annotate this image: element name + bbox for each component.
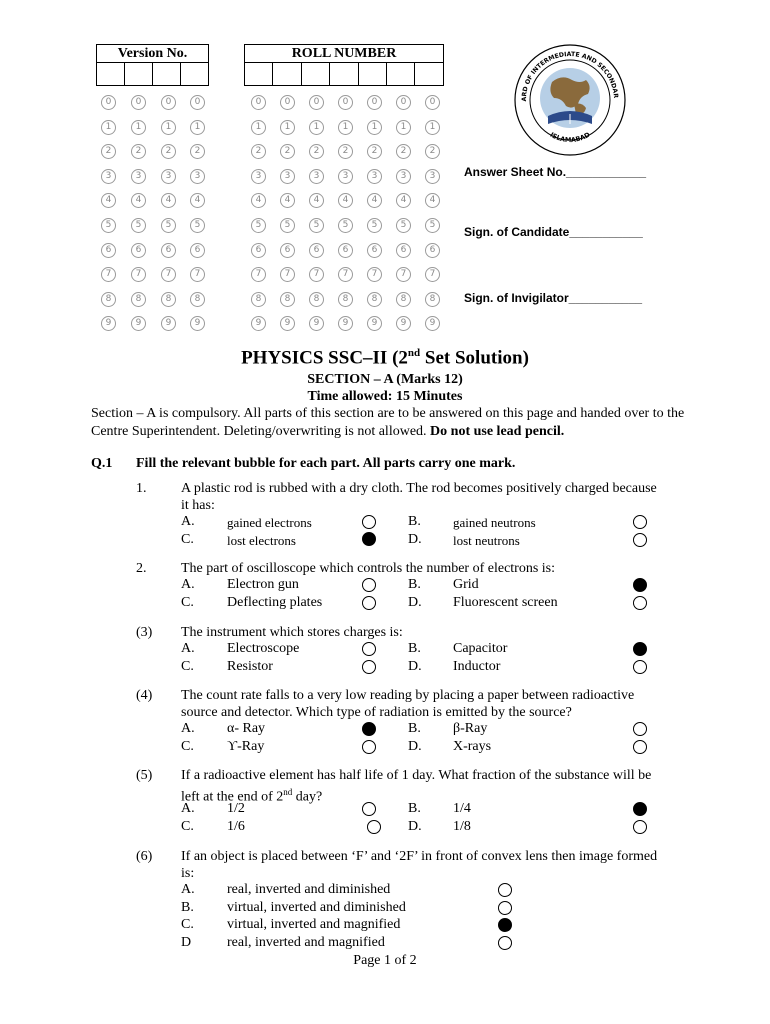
roll-digit-cell[interactable]	[273, 63, 301, 86]
answer-bubble-a[interactable]	[362, 642, 376, 656]
part-number: (3)	[136, 625, 153, 640]
digit-bubble[interactable]: 7	[101, 267, 116, 282]
digit-bubble[interactable]: 6	[190, 243, 205, 258]
version-digit-cell[interactable]	[181, 63, 209, 86]
signature-of-candidate: Sign. of Candidate___________	[464, 225, 643, 239]
option-text: Deflecting plates	[227, 595, 323, 610]
option-text: virtual, inverted and magnified	[227, 917, 401, 932]
board-logo	[512, 42, 628, 158]
digit-bubble[interactable]: 3	[396, 169, 411, 184]
digit-bubble[interactable]: 1	[101, 120, 116, 135]
option-letter: C.	[181, 659, 194, 674]
digit-bubble[interactable]: 5	[131, 218, 146, 233]
digit-bubble[interactable]: 1	[251, 120, 266, 135]
digit-bubble[interactable]: 0	[280, 95, 295, 110]
version-digit-cell[interactable]	[125, 63, 153, 86]
digit-bubble[interactable]: 6	[101, 243, 116, 258]
digit-bubble[interactable]: 2	[309, 144, 324, 159]
digit-bubble[interactable]: 4	[190, 193, 205, 208]
digit-bubble[interactable]: 2	[161, 144, 176, 159]
digit-bubble[interactable]: 7	[309, 267, 324, 282]
roll-digit-cell[interactable]	[301, 63, 329, 86]
version-label: Version No.	[97, 45, 209, 63]
digit-bubble[interactable]: 0	[101, 95, 116, 110]
digit-bubble[interactable]: 3	[338, 169, 353, 184]
digit-bubble[interactable]: 8	[161, 292, 176, 307]
digit-bubble[interactable]: 3	[309, 169, 324, 184]
digit-bubble[interactable]: 2	[131, 144, 146, 159]
option-text: real, inverted and diminished	[227, 882, 391, 897]
digit-bubble[interactable]: 8	[251, 292, 266, 307]
digit-bubble[interactable]: 0	[425, 95, 440, 110]
option-letter: C.	[181, 595, 194, 610]
option-letter: D.	[408, 739, 422, 754]
version-digit-cell[interactable]	[97, 63, 125, 86]
digit-bubble[interactable]: 7	[425, 267, 440, 282]
digit-bubble[interactable]: 5	[338, 218, 353, 233]
answer-bubble-d[interactable]	[633, 820, 647, 834]
part-number: (4)	[136, 688, 153, 703]
option-text: α- Ray	[227, 721, 266, 736]
option-letter: C.	[181, 739, 194, 754]
option-text: Capacitor	[453, 641, 508, 656]
digit-bubble[interactable]: 6	[338, 243, 353, 258]
answer-bubble-b[interactable]	[633, 642, 647, 656]
option-letter: A.	[181, 882, 195, 897]
option-text: Resistor	[227, 659, 273, 674]
digit-bubble[interactable]: 1	[425, 120, 440, 135]
option-text: Electron gun	[227, 577, 299, 592]
answer-bubble-d[interactable]	[498, 936, 512, 950]
digit-bubble[interactable]: 0	[161, 95, 176, 110]
answer-bubble-a[interactable]	[362, 578, 376, 592]
digit-bubble[interactable]: 1	[309, 120, 324, 135]
digit-bubble[interactable]: 0	[251, 95, 266, 110]
answer-bubble-d[interactable]	[633, 596, 647, 610]
digit-bubble[interactable]: 4	[161, 193, 176, 208]
page-number: Page 1 of 2	[353, 953, 417, 968]
option-letter: D.	[408, 532, 422, 547]
digit-bubble[interactable]: 9	[280, 316, 295, 331]
digit-bubble[interactable]: 7	[190, 267, 205, 282]
option-letter: B.	[181, 900, 194, 915]
option-letter: B.	[408, 801, 421, 816]
digit-bubble[interactable]: 5	[425, 218, 440, 233]
digit-bubble[interactable]: 5	[251, 218, 266, 233]
option-letter: B.	[408, 577, 421, 592]
answer-bubble-b[interactable]	[633, 722, 647, 736]
digit-bubble[interactable]: 6	[396, 243, 411, 258]
digit-bubble[interactable]: 4	[338, 193, 353, 208]
question-title: Fill the relevant bubble for each part. All parts carry one mark.	[136, 456, 516, 471]
time-allowed: Time allowed: 15 Minutes	[307, 389, 463, 404]
digit-bubble[interactable]: 3	[131, 169, 146, 184]
roll-digit-cell[interactable]	[330, 63, 358, 86]
svg-text:ISLAMABAD	[549, 130, 592, 144]
digit-bubble[interactable]: 7	[396, 267, 411, 282]
option-letter: C.	[181, 532, 194, 547]
answer-bubble-d[interactable]	[633, 660, 647, 674]
option-text: Electroscope	[227, 641, 300, 656]
digit-bubble[interactable]: 4	[396, 193, 411, 208]
digit-bubble[interactable]: 6	[309, 243, 324, 258]
digit-bubble[interactable]: 5	[396, 218, 411, 233]
digit-bubble[interactable]: 5	[367, 218, 382, 233]
section-heading: SECTION – A (Marks 12)	[307, 372, 463, 387]
digit-bubble[interactable]: 1	[396, 120, 411, 135]
digit-bubble[interactable]: 3	[425, 169, 440, 184]
digit-bubble[interactable]: 6	[425, 243, 440, 258]
option-letter: A.	[181, 577, 195, 592]
option-text: Fluorescent screen	[453, 595, 558, 610]
option-text: Grid	[453, 577, 479, 592]
roll-digit-cell[interactable]	[387, 63, 415, 86]
digit-bubble[interactable]: 1	[161, 120, 176, 135]
roll-digit-cell[interactable]	[358, 63, 386, 86]
digit-bubble[interactable]: 3	[367, 169, 382, 184]
roll-digit-cell[interactable]	[245, 63, 273, 86]
instructions: Section – A is compulsory. All parts of this section are to be answered on this page and handed over to the Centre Superintendent. Deleting/overwriting is not allowed. Do not use lead pencil.	[91, 406, 685, 439]
digit-bubble[interactable]: 4	[280, 193, 295, 208]
option-letter: B.	[408, 641, 421, 656]
part-text: The part of oscilloscope which controls the number of electrons is:	[181, 561, 556, 576]
digit-bubble[interactable]: 8	[338, 292, 353, 307]
digit-bubble[interactable]: 0	[131, 95, 146, 110]
answer-bubble-b[interactable]	[633, 515, 647, 529]
digit-bubble[interactable]: 6	[280, 243, 295, 258]
digit-bubble[interactable]: 7	[280, 267, 295, 282]
digit-bubble[interactable]: 9	[425, 316, 440, 331]
digit-bubble[interactable]: 1	[131, 120, 146, 135]
digit-bubble[interactable]: 8	[280, 292, 295, 307]
digit-bubble[interactable]: 1	[338, 120, 353, 135]
answer-bubble-a[interactable]	[362, 722, 376, 736]
logo-text-bottom: ISLAMABAD	[548, 130, 592, 145]
option-letter: C.	[181, 917, 194, 932]
version-number-box	[96, 44, 209, 86]
digit-bubble[interactable]: 2	[396, 144, 411, 159]
roll-number-label: ROLL NUMBER	[245, 45, 444, 63]
answer-bubble-c[interactable]	[362, 532, 376, 546]
digit-bubble[interactable]: 2	[251, 144, 266, 159]
option-letter: A.	[181, 641, 195, 656]
digit-bubble[interactable]: 0	[190, 95, 205, 110]
digit-bubble[interactable]: 0	[309, 95, 324, 110]
digit-bubble[interactable]: 2	[190, 144, 205, 159]
part-text: If an object is placed between ‘F’ and ‘2F’ in front of convex lens then image formed is:	[181, 849, 658, 881]
answer-bubble-c[interactable]	[362, 596, 376, 610]
digit-bubble[interactable]: 9	[161, 316, 176, 331]
digit-bubble[interactable]: 9	[367, 316, 382, 331]
option-letter: D	[181, 935, 192, 950]
digit-bubble[interactable]: 8	[396, 292, 411, 307]
part-text: The count rate falls to a very low reading by placing a paper between radioactive source and detector. Which type of radiation is emitted by the source?	[181, 688, 635, 720]
option-letter: C.	[181, 819, 194, 834]
logo-text-top: ARD OF INTERMEDIATE AND SECONDAR	[520, 50, 619, 102]
digit-bubble[interactable]: 4	[309, 193, 324, 208]
answer-bubble-a[interactable]	[362, 802, 376, 816]
signature-of-invigilator: Sign. of Invigilator___________	[464, 291, 643, 305]
digit-bubble[interactable]: 1	[367, 120, 382, 135]
digit-bubble[interactable]: 0	[367, 95, 382, 110]
answer-bubble-c[interactable]	[367, 820, 381, 834]
roll-number-box	[244, 44, 444, 86]
digit-bubble[interactable]: 3	[190, 169, 205, 184]
digit-bubble[interactable]: 9	[101, 316, 116, 331]
answer-bubble-c[interactable]	[498, 918, 512, 932]
digit-bubble[interactable]: 8	[131, 292, 146, 307]
option-letter: A.	[181, 801, 195, 816]
answer-bubble-d[interactable]	[633, 533, 647, 547]
part-text: The instrument which stores charges is:	[181, 625, 403, 640]
option-text: gained electrons	[227, 515, 312, 530]
part-number: 1.	[136, 481, 147, 496]
option-text: 1/4	[453, 801, 471, 816]
digit-bubble[interactable]: 2	[280, 144, 295, 159]
digit-bubble[interactable]: 9	[396, 316, 411, 331]
digit-bubble[interactable]: 7	[131, 267, 146, 282]
option-text: lost electrons	[227, 533, 296, 548]
option-text: 1/6	[227, 819, 245, 834]
digit-bubble[interactable]: 5	[190, 218, 205, 233]
digit-bubble[interactable]: 4	[131, 193, 146, 208]
option-text: β-Ray	[453, 721, 488, 736]
option-letter: A.	[181, 514, 195, 529]
option-letter: D.	[408, 819, 422, 834]
option-letter: B.	[408, 721, 421, 736]
option-text: lost neutrons	[453, 533, 520, 548]
digit-bubble[interactable]: 7	[338, 267, 353, 282]
roll-digit-cell[interactable]	[415, 63, 444, 86]
digit-bubble[interactable]: 4	[101, 193, 116, 208]
digit-bubble[interactable]: 3	[280, 169, 295, 184]
paper-title: PHYSICS SSC–II (2nd Set Solution)	[241, 347, 529, 369]
digit-bubble[interactable]: 3	[101, 169, 116, 184]
digit-bubble[interactable]: 4	[425, 193, 440, 208]
question-number: Q.1	[91, 456, 113, 471]
digit-bubble[interactable]: 9	[309, 316, 324, 331]
option-letter: A.	[181, 721, 195, 736]
answer-bubble-b[interactable]	[498, 901, 512, 915]
option-text: 1/8	[453, 819, 471, 834]
option-text: X-rays	[453, 739, 492, 754]
digit-bubble[interactable]: 7	[367, 267, 382, 282]
answer-bubble-b[interactable]	[633, 578, 647, 592]
digit-bubble[interactable]: 6	[367, 243, 382, 258]
digit-bubble[interactable]: 4	[367, 193, 382, 208]
digit-bubble[interactable]: 2	[367, 144, 382, 159]
option-text: real, inverted and magnified	[227, 935, 385, 950]
option-text: Inductor	[453, 659, 501, 674]
option-letter: D.	[408, 659, 422, 674]
digit-bubble[interactable]: 6	[161, 243, 176, 258]
answer-bubble-c[interactable]	[362, 660, 376, 674]
digit-bubble[interactable]: 6	[251, 243, 266, 258]
digit-bubble[interactable]: 3	[161, 169, 176, 184]
answer-sheet-number: Answer Sheet No.____________	[464, 165, 647, 179]
version-digit-cell[interactable]	[153, 63, 181, 86]
digit-bubble[interactable]: 8	[367, 292, 382, 307]
digit-bubble[interactable]: 8	[101, 292, 116, 307]
part-text: A plastic rod is rubbed with a dry cloth. The rod becomes positively charged because it has:	[181, 481, 657, 513]
answer-bubble-d[interactable]	[633, 740, 647, 754]
option-text: 1/2	[227, 801, 245, 816]
digit-bubble[interactable]: 8	[309, 292, 324, 307]
option-text: virtual, inverted and diminished	[227, 900, 406, 915]
digit-bubble[interactable]: 7	[161, 267, 176, 282]
digit-bubble[interactable]: 9	[131, 316, 146, 331]
part-number: (6)	[136, 849, 153, 864]
digit-bubble[interactable]: 9	[190, 316, 205, 331]
part-number: 2.	[136, 561, 147, 576]
digit-bubble[interactable]: 8	[425, 292, 440, 307]
digit-bubble[interactable]: 4	[251, 193, 266, 208]
digit-bubble[interactable]: 9	[338, 316, 353, 331]
answer-bubble-b[interactable]	[633, 802, 647, 816]
digit-bubble[interactable]: 1	[190, 120, 205, 135]
digit-bubble[interactable]: 2	[101, 144, 116, 159]
digit-bubble[interactable]: 7	[251, 267, 266, 282]
digit-bubble[interactable]: 0	[396, 95, 411, 110]
answer-bubble-a[interactable]	[362, 515, 376, 529]
digit-bubble[interactable]: 5	[280, 218, 295, 233]
digit-bubble[interactable]: 0	[338, 95, 353, 110]
digit-bubble[interactable]: 2	[425, 144, 440, 159]
digit-bubble[interactable]: 5	[101, 218, 116, 233]
digit-bubble[interactable]: 2	[338, 144, 353, 159]
digit-bubble[interactable]: 8	[190, 292, 205, 307]
digit-bubble[interactable]: 6	[131, 243, 146, 258]
answer-bubble-c[interactable]	[362, 740, 376, 754]
part-number: (5)	[136, 768, 153, 783]
digit-bubble[interactable]: 5	[161, 218, 176, 233]
digit-bubble[interactable]: 1	[280, 120, 295, 135]
digit-bubble[interactable]: 5	[309, 218, 324, 233]
option-letter: B.	[408, 514, 421, 529]
option-text: gained neutrons	[453, 515, 536, 530]
option-text: ϒ-Ray	[227, 739, 265, 754]
digit-bubble[interactable]: 3	[251, 169, 266, 184]
part-text: If a radioactive element has half life of 1 day. What fraction of the substance will be left at the end of 2nd day?	[181, 768, 652, 805]
digit-bubble[interactable]: 9	[251, 316, 266, 331]
option-letter: D.	[408, 595, 422, 610]
answer-bubble-a[interactable]	[498, 883, 512, 897]
